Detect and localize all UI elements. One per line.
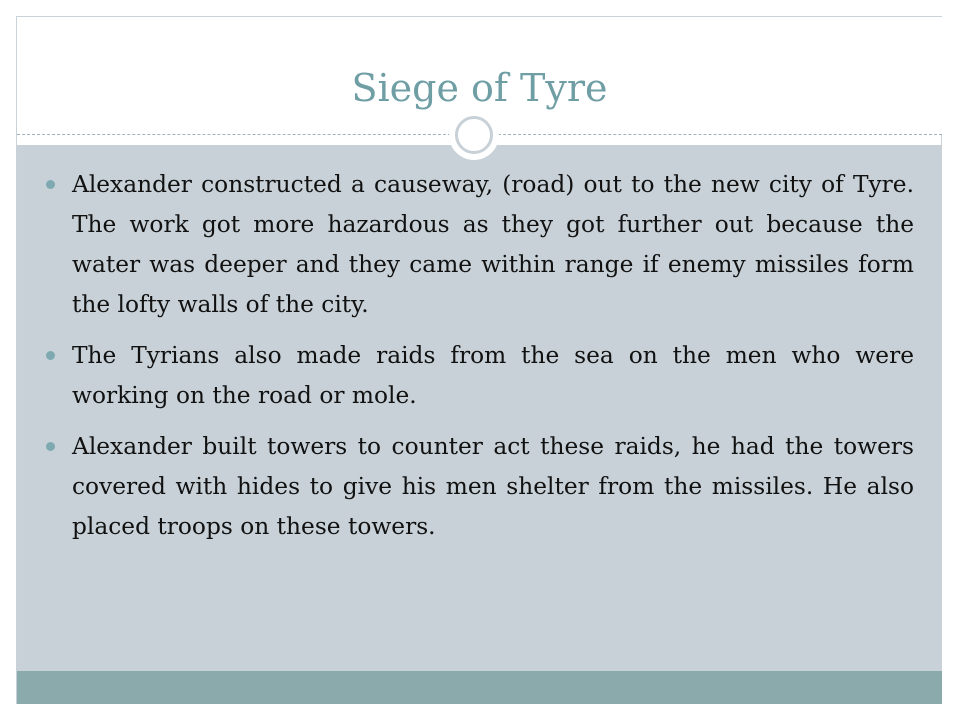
bullet-text: The Tyrians also made raids from the sea on the men who were working on the road or mole. <box>72 342 914 409</box>
footer-band <box>17 671 942 704</box>
bullet-item <box>46 336 914 416</box>
bullet-item <box>46 427 914 547</box>
bullet-item <box>46 165 914 325</box>
bullet-text: Alexander built towers to counter act these raids, he had the towers covered with hides to give his men shelter from the missiles. He also placed troops on these towers. <box>72 433 914 540</box>
bullet-dot-icon <box>46 442 55 451</box>
bullet-list <box>46 165 914 558</box>
decorative-ring-icon <box>449 110 499 160</box>
bullet-text: Alexander constructed a causeway, (road) out to the new city of Tyre. The work got more hazardous as they got further out because the water was deeper and they came within range if enemy missiles form the lofty walls of the city. <box>72 171 914 318</box>
slide-title: Siege of Tyre <box>351 66 608 110</box>
ring-inner <box>455 116 493 154</box>
bullet-dot-icon <box>46 351 55 360</box>
bullet-dot-icon <box>46 180 55 189</box>
